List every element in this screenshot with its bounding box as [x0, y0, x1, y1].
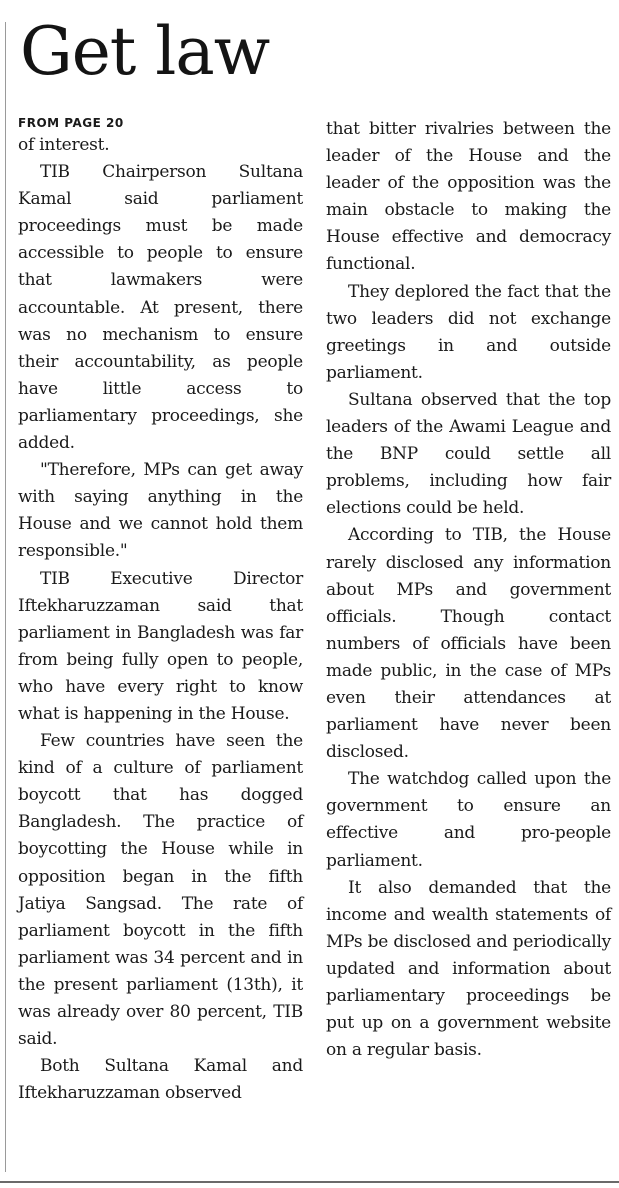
paragraph: Both Sultana Kamal and Iftekharuzzaman observed — [18, 1056, 303, 1104]
jump-line: FROM PAGE 20 — [18, 116, 124, 130]
paragraph: "Therefore, MPs can get away with saying anything in the House and we cannot hold them responsible." — [18, 460, 303, 562]
paragraph: that bitter rivalries between the leader of the House and the leader of the opposition was the main obstacle to making the House effective and democracy functional. — [326, 119, 611, 275]
headline: Get law — [20, 13, 270, 90]
article-column-left — [18, 114, 303, 1107]
bottom-rule — [0, 1181, 619, 1183]
paragraph: According to TIB, the House rarely disclosed any information about MPs and government officials. Though contact numbers of officials have been made public, in the case of MPs even their attendances at parliament have never been disclosed. — [326, 525, 611, 763]
paragraph: They deplored the fact that the two leaders did not exchange greetings in and outside parliament. — [326, 281, 611, 383]
paragraph: It also demanded that the income and wealth statements of MPs be disclosed and periodically updated and information about parliamentary proceedings be put up on a government website on a regular basis. — [326, 877, 611, 1061]
paragraph: of interest. — [18, 135, 110, 155]
paragraph: The watchdog called upon the government to ensure an effective and pro-people parliament. — [326, 769, 611, 871]
article-column-right — [326, 116, 611, 1064]
paragraph: Sultana observed that the top leaders of the Awami League and the BNP could settle all problems, including how fair elections could be held. — [326, 389, 611, 519]
column-rule-left — [5, 22, 6, 1172]
paragraph: Few countries have seen the kind of a culture of parliament boycott that has dogged Bangladesh. The practice of boycotting the House while in opposition began in the fifth Jatiya Sangsad. The rate of parliament boycott in the fifth parliament was 34 percent and in the present parliament (13th), it was already over 80 percent, TIB said. — [18, 731, 303, 1050]
paragraph: TIB Executive Director Iftekharuzzaman said that parliament in Bangladesh was far from being fully open to people, who have every right to know what is happening in the House. — [18, 568, 303, 724]
paragraph: TIB Chairperson Sultana Kamal said parliament proceedings must be made accessible to people to ensure that lawmakers were accountable. At present, there was no mechanism to ensure their accountability, as people have little access to parliamentary proceedings, she added. — [18, 162, 303, 454]
